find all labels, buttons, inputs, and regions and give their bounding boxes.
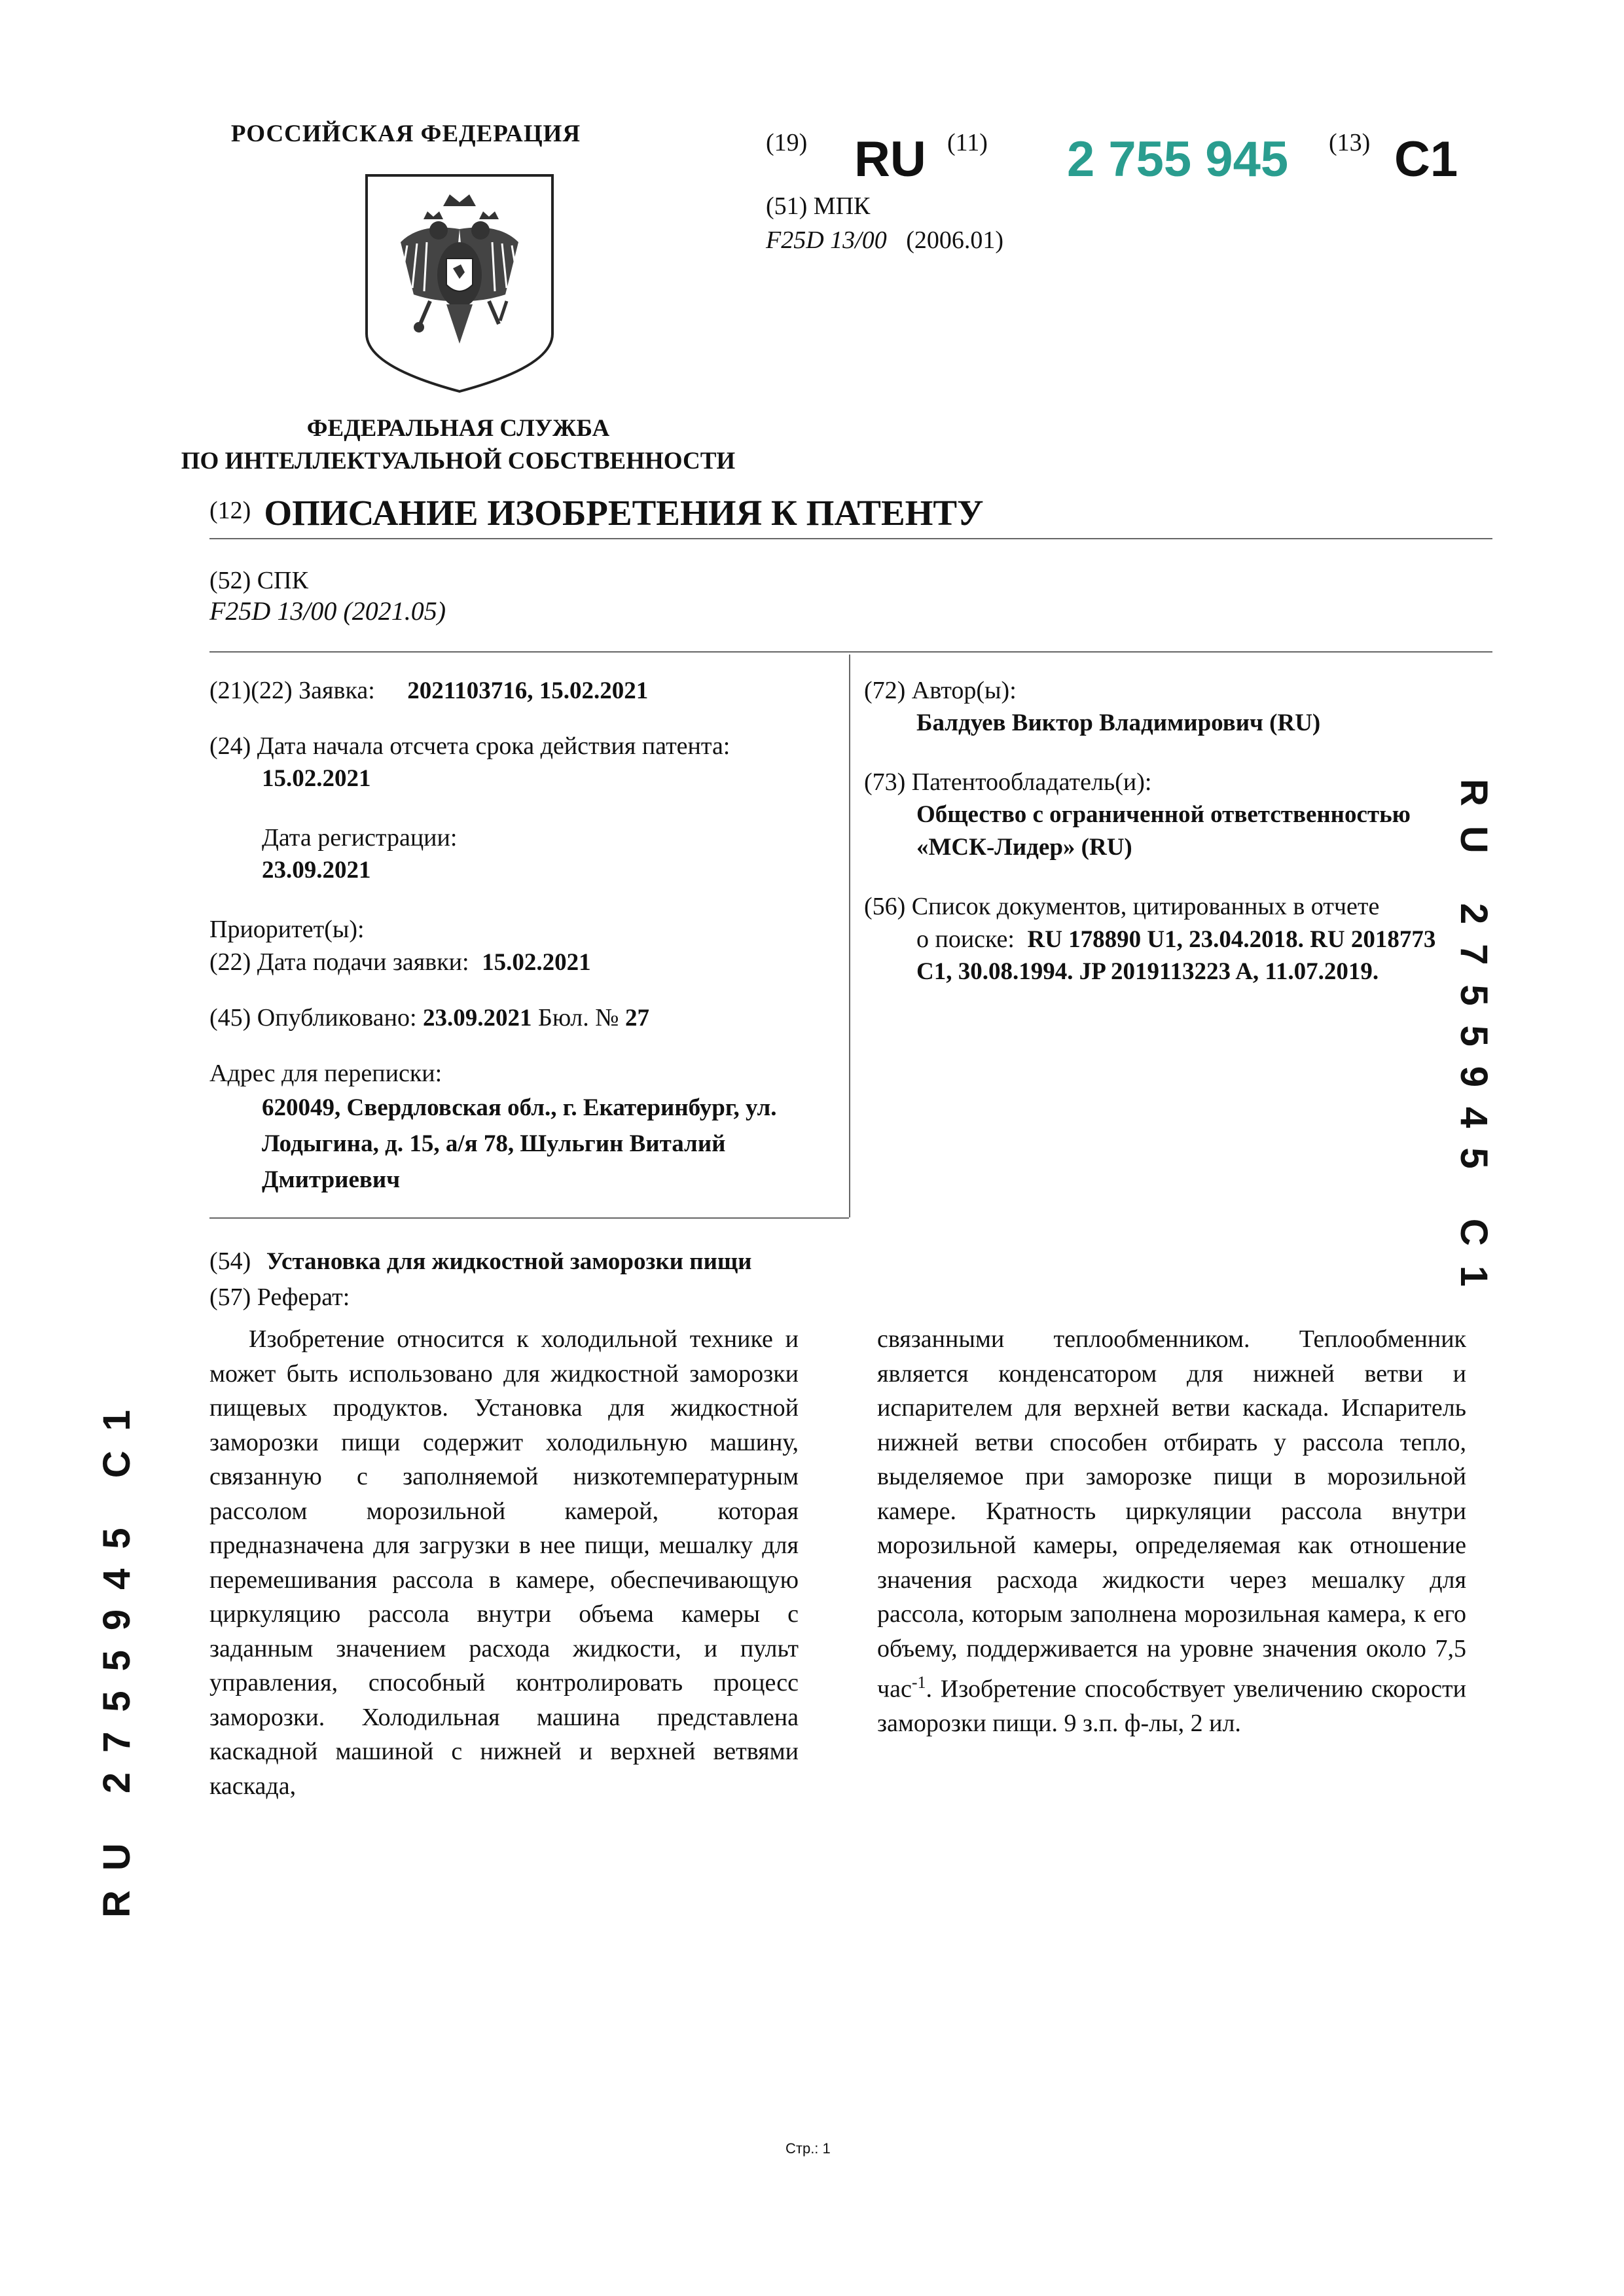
document-title [209, 492, 983, 533]
author-value: Балдуев Виктор Владимирович (RU) [916, 709, 1321, 736]
registration-label: Дата регистрации: [262, 824, 458, 852]
bib-column-divider [849, 655, 850, 1217]
invention-title: Установка для жидкостной заморозки пищи [266, 1248, 752, 1275]
holder-value [916, 798, 1411, 864]
start-date-label: (24) Дата начала отсчета срока действия патента: [209, 732, 731, 760]
address-label: Адрес для переписки: [209, 1060, 442, 1087]
abstract-column-1: Изобретение относится к холодильной технике и может быть использовано для жидкостной заморозки пищевых продуктов. Установка для жидкостной заморозки пищи содержит холодильную машину, связанную с заполняемой низкотемпературным рассолом морозильной камерой, которая предназначена для загрузки в нее пищи, мешалку для перемешивания рассола в камере, обеспечивающую циркуляцию рассола внутри объема камеры с заданным значением расхода жидкости, и пульт управления, способный контролировать процесс заморозки. Холодильная машина представлена каскадной машиной с нижней и верхней ветвями каскада, [209, 1325, 799, 1800]
filing-value: 15.02.2021 [482, 949, 591, 976]
mpk-version: (2006.01) [906, 226, 1004, 254]
code-13: (13) [1329, 129, 1371, 156]
country-name: РОССИЙСКАЯ ФЕДЕРАЦИЯ [230, 120, 581, 147]
agency-line-1: ФЕДЕРАЛЬНАЯ СЛУЖБА [306, 415, 610, 442]
spk-label: (52) СПК [209, 567, 308, 594]
holder-line-1: Общество с ограниченной ответственностью [916, 801, 1411, 828]
published-label: (45) Опубликовано: [209, 1004, 417, 1031]
mpk-class: F25D 13/00 [766, 226, 887, 254]
holder-line-2: «МСК-Лидер» (RU) [916, 834, 1132, 861]
application-label: (21)(22) Заявка: [209, 677, 375, 704]
spk-class: F25D 13/00 (2021.05) [209, 596, 446, 626]
filing-row [209, 946, 591, 979]
address-line-3: Дмитриевич [262, 1166, 401, 1193]
russian-coat-of-arms-icon [361, 170, 558, 396]
invention-code: (54) [209, 1247, 251, 1275]
address-line-2: Лодыгина, д. 15, а/я 78, Шульгин Виталий [262, 1130, 726, 1157]
cited-label: (56) Список документов, цитированных в отчете [864, 893, 1380, 920]
patent-number: 2 755 945 [1067, 132, 1289, 187]
mpk-label: (51) МПК [766, 192, 871, 220]
address-value [262, 1090, 777, 1198]
start-date-value: 15.02.2021 [262, 765, 371, 792]
bib-bottom-divider [209, 1217, 849, 1219]
bib-top-divider [209, 651, 1492, 653]
bulletin-value: 27 [625, 1005, 649, 1031]
side-code-right: RU 2755945 C1 [1453, 779, 1495, 1306]
abstract-column-2 [877, 1322, 1466, 1741]
author-label: (72) Автор(ы): [864, 677, 1017, 704]
priority-label: Приоритет(ы): [209, 916, 365, 943]
cited-label-cont: о поиске: [916, 925, 1015, 953]
filing-label: (22) Дата подачи заявки: [209, 948, 469, 976]
invention-title-row [209, 1247, 751, 1276]
mpk-classification [766, 226, 1003, 255]
title-code: (12) [209, 497, 251, 524]
cited-line-1: RU 178890 U1, 23.04.2018. RU 2018773 [1027, 926, 1436, 953]
title-text: ОПИСАНИЕ ИЗОБРЕТЕНИЯ К ПАТЕНТУ [264, 493, 984, 533]
published-row [209, 1001, 649, 1035]
kind-code: C1 [1394, 132, 1458, 187]
bulletin-label: Бюл. № [538, 1004, 619, 1031]
abstract-label: (57) Реферат: [209, 1283, 350, 1311]
registration-value: 23.09.2021 [262, 857, 371, 884]
code-19: (19) [766, 129, 808, 156]
cited-line-2: C1, 30.08.1994. JP 2019113223 A, 11.07.2019. [916, 958, 1379, 985]
application-row [209, 674, 648, 708]
side-code-left: RU 2755945 C1 [96, 1390, 138, 1918]
cited-row-1 [916, 923, 1435, 956]
published-value: 23.09.2021 [423, 1005, 532, 1031]
code-11: (11) [947, 129, 988, 156]
agency-line-2: ПО ИНТЕЛЛЕКТУАЛЬНОЙ СОБСТВЕННОСТИ [181, 448, 736, 475]
agency-name [131, 412, 785, 478]
country-code: RU [854, 132, 926, 187]
title-divider [209, 538, 1492, 539]
abstract-col2-sup: -1 [911, 1673, 926, 1692]
abstract-col2-text: связанными теплообменником. Теплообменник является конденсатором для нижней ветви и испарителем для верхней ветви каскада. Испаритель нижней ветви способен отбирать у рассола тепло, выделяемое при заморозке пищи в морозильной камере. Кратность циркуляции рассола внутри морозильной камеры, определяемая как отношение значения расхода жидкости через мешалку для рассола, которым заполнена морозильная камера, к его объему, поддерживается на уровне значения около 7,5 час [877, 1325, 1466, 1703]
application-value: 2021103716, 15.02.2021 [407, 677, 649, 704]
address-line-1: 620049, Свердловская обл., г. Екатеринбург, ул. [262, 1094, 777, 1121]
abstract-col2-end: . Изобретение способствует увеличению скорости заморозки пищи. 9 з.п. ф-лы, 2 ил. [877, 1675, 1466, 1738]
page-footer: Стр.: 1 [785, 2140, 831, 2157]
holder-label: (73) Патентообладатель(и): [864, 768, 1152, 796]
